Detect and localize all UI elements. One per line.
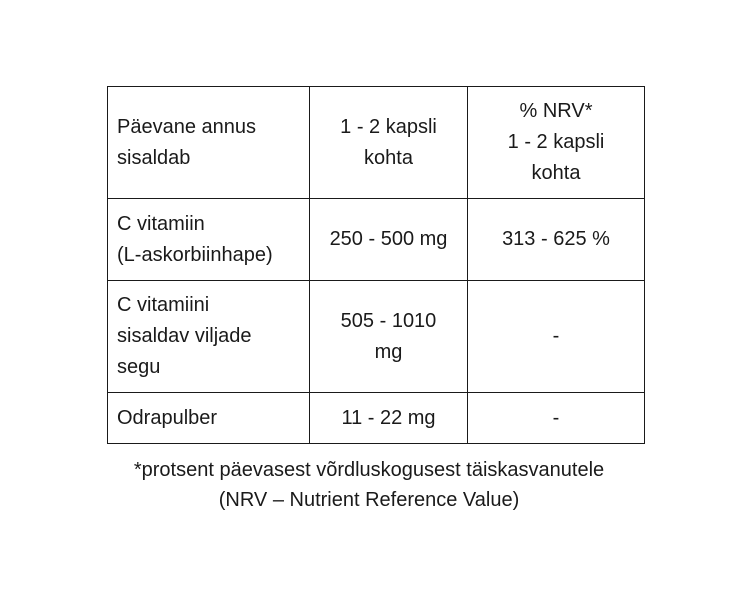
nrv-cell [468, 281, 645, 393]
ingredient-cell [108, 281, 310, 393]
ingredient-amount: 11 - 22 mg [341, 406, 436, 429]
ingredient-name: C vitamiin (L-askorbiinhape) [117, 212, 273, 266]
ingredient-nrv: 313 - 625 % [502, 228, 610, 250]
table-row [108, 281, 645, 393]
ingredient-amount: 505 - 1010 mg [340, 309, 437, 363]
nutrition-table [107, 86, 645, 444]
footnote [0, 455, 738, 515]
table-row [108, 199, 645, 281]
header-label-nrv: % NRV* 1 - 2 kapsli kohta [507, 100, 605, 184]
header-cell-daily-dose [108, 87, 310, 199]
nrv-cell [468, 199, 645, 281]
header-label-daily-dose: Päevane annus sisaldab [117, 115, 257, 169]
ingredient-cell [108, 199, 310, 281]
ingredient-name: C vitamiini sisaldav viljade segu [117, 294, 252, 378]
header-label-per-capsule: 1 - 2 kapsli kohta [340, 115, 437, 169]
amount-cell [310, 199, 468, 281]
table-row [108, 393, 645, 444]
header-cell-nrv [468, 87, 645, 199]
ingredient-cell [108, 393, 310, 444]
ingredient-name: Odrapulber [117, 406, 218, 429]
amount-cell [310, 281, 468, 393]
footnote-line-1: *protsent päevasest võrdluskogusest täiskasvanutele [133, 459, 605, 481]
header-cell-per-capsule [310, 87, 468, 199]
ingredient-nrv: - [552, 406, 560, 429]
table-header-row [108, 87, 645, 199]
amount-cell [310, 393, 468, 444]
ingredient-amount: 250 - 500 mg [329, 228, 448, 250]
footnote-line-2: (NRV – Nutrient Reference Value) [218, 489, 520, 511]
ingredient-nrv: - [552, 325, 560, 347]
nrv-cell [468, 393, 645, 444]
